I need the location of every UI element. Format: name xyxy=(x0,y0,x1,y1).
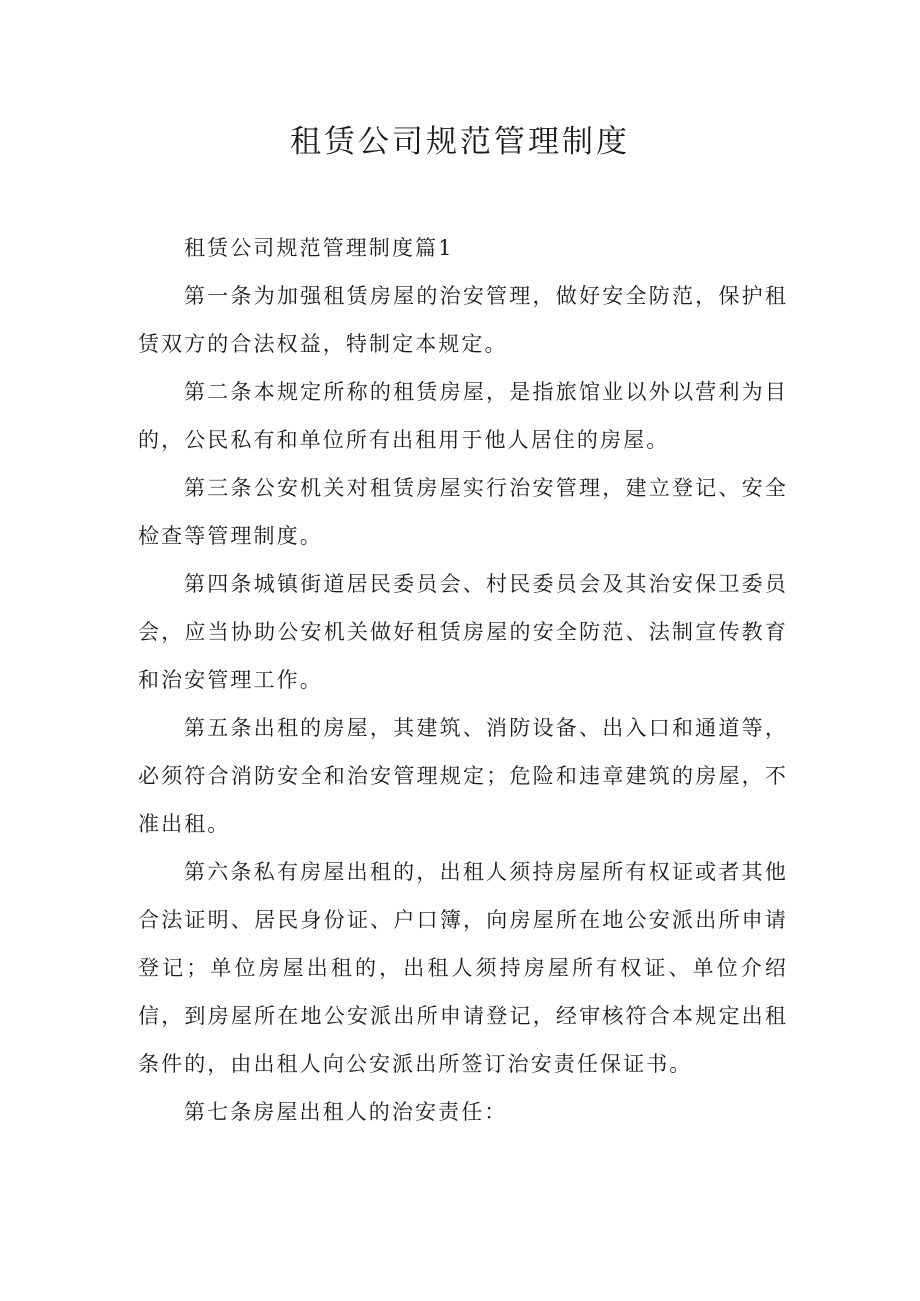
article-4: 第四条城镇街道居民委员会、村民委员会及其治安保卫委员会，应当协助公安机关做好租赁房屋的安全防范、法制宣传教育和治安管理工作。 xyxy=(138,572,788,692)
article-5: 第五条出租的房屋，其建筑、消防设备、出入口和通道等，必须符合消防安全和治安管理规定；危险和违章建筑的房屋，不准出租。 xyxy=(138,716,788,836)
article-7: 第七条房屋出租人的治安责任： xyxy=(184,1100,508,1124)
document-body xyxy=(138,224,788,1136)
section-heading: 租赁公司规范管理制度篇1 xyxy=(184,236,454,260)
article-6: 第六条私有房屋出租的，出租人须持房屋所有权证或者其他合法证明、居民身份证、户口簿，向房屋所在地公安派出所申请登记；单位房屋出租的，出租人须持房屋所有权证、单位介绍信，到房屋所在地公安派出所申请登记，经审核符合本规定出租条件的，由出租人向公安派出所签订治安责任保证书。 xyxy=(138,860,788,1076)
document-title: 租赁公司规范管理制度 xyxy=(290,124,630,160)
article-3: 第三条公安机关对租赁房屋实行治安管理，建立登记、安全检查等管理制度。 xyxy=(138,476,788,548)
article-1: 第一条为加强租赁房屋的治安管理，做好安全防范，保护租赁双方的合法权益，特制定本规定。 xyxy=(138,284,788,356)
article-2: 第二条本规定所称的租赁房屋，是指旅馆业以外以营利为目的，公民私有和单位所有出租用于他人居住的房屋。 xyxy=(138,380,788,452)
